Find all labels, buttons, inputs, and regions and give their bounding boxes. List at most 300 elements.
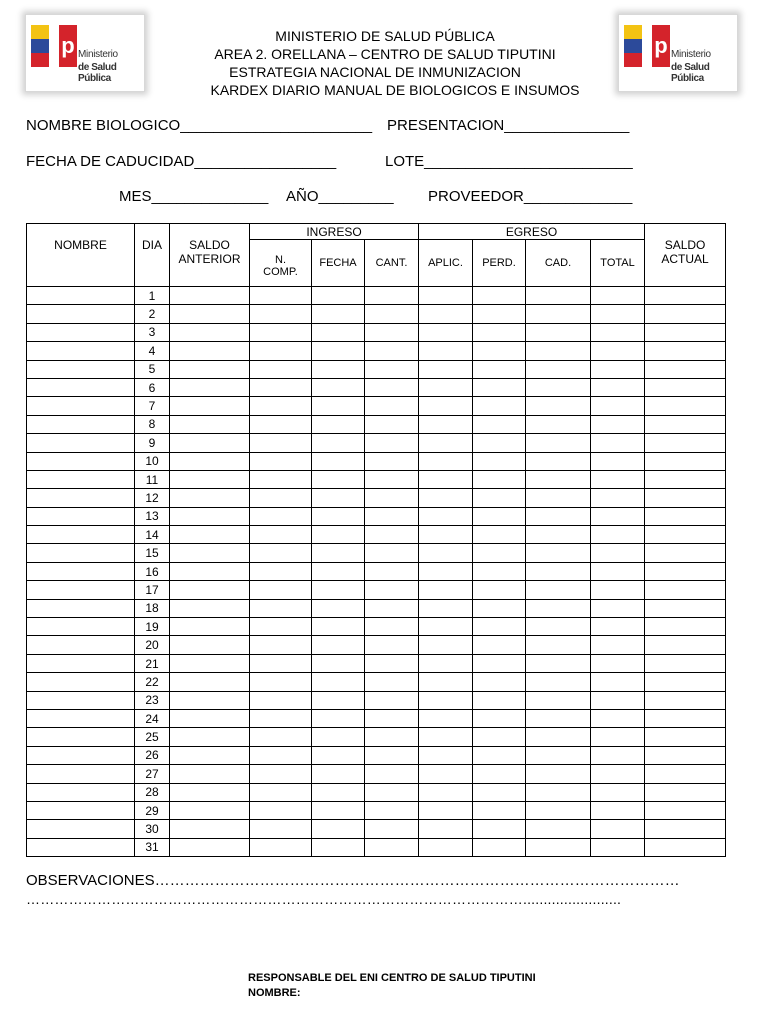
table-cell[interactable] <box>312 765 365 783</box>
table-cell[interactable] <box>419 397 473 415</box>
table-cell[interactable] <box>170 360 250 378</box>
table-cell[interactable] <box>591 581 645 599</box>
table-cell[interactable] <box>526 526 591 544</box>
table-cell[interactable] <box>365 691 419 709</box>
table-cell[interactable] <box>526 783 591 801</box>
table-cell[interactable] <box>27 323 135 341</box>
table-cell[interactable] <box>526 820 591 838</box>
table-cell[interactable] <box>473 507 526 525</box>
table-cell[interactable] <box>250 526 312 544</box>
table-cell[interactable] <box>591 544 645 562</box>
table-cell[interactable] <box>365 709 419 727</box>
table-cell[interactable] <box>365 618 419 636</box>
table-cell[interactable] <box>473 562 526 580</box>
table-cell[interactable] <box>419 415 473 433</box>
table-cell[interactable] <box>312 305 365 323</box>
table-cell[interactable] <box>365 636 419 654</box>
table-cell[interactable] <box>27 709 135 727</box>
table-cell[interactable] <box>27 581 135 599</box>
table-cell[interactable] <box>526 397 591 415</box>
table-cell[interactable] <box>419 378 473 396</box>
table-cell[interactable] <box>473 323 526 341</box>
table-cell[interactable] <box>591 820 645 838</box>
table-cell[interactable] <box>591 305 645 323</box>
table-cell[interactable] <box>170 415 250 433</box>
table-cell[interactable] <box>591 397 645 415</box>
table-cell[interactable] <box>645 581 726 599</box>
table-cell[interactable] <box>250 618 312 636</box>
table-cell[interactable] <box>645 397 726 415</box>
table-cell[interactable] <box>250 342 312 360</box>
table-cell[interactable] <box>645 434 726 452</box>
table-cell[interactable] <box>419 783 473 801</box>
table-cell[interactable] <box>419 360 473 378</box>
table-cell[interactable] <box>312 489 365 507</box>
table-cell[interactable] <box>312 709 365 727</box>
table-cell[interactable] <box>365 452 419 470</box>
table-cell[interactable] <box>250 654 312 672</box>
table-cell[interactable] <box>365 378 419 396</box>
table-cell[interactable] <box>27 378 135 396</box>
table-cell[interactable] <box>645 820 726 838</box>
table-cell[interactable] <box>419 709 473 727</box>
table-cell[interactable] <box>27 654 135 672</box>
table-cell[interactable] <box>27 636 135 654</box>
table-cell[interactable] <box>250 434 312 452</box>
table-cell[interactable] <box>473 434 526 452</box>
table-cell[interactable] <box>526 323 591 341</box>
field-mes[interactable]: MES______________ <box>119 188 269 205</box>
table-cell[interactable] <box>27 489 135 507</box>
table-cell[interactable] <box>526 415 591 433</box>
table-cell[interactable] <box>250 287 312 305</box>
table-cell[interactable] <box>27 397 135 415</box>
table-cell[interactable] <box>591 562 645 580</box>
table-cell[interactable] <box>645 691 726 709</box>
table-cell[interactable] <box>419 507 473 525</box>
table-cell[interactable] <box>526 305 591 323</box>
table-cell[interactable] <box>591 746 645 764</box>
table-cell[interactable] <box>645 562 726 580</box>
observaciones-line2[interactable]: ……………………………………………………………………………………………........................ <box>26 891 622 907</box>
table-cell[interactable] <box>312 378 365 396</box>
table-cell[interactable] <box>473 820 526 838</box>
table-cell[interactable] <box>645 838 726 856</box>
table-cell[interactable] <box>419 581 473 599</box>
table-cell[interactable] <box>645 526 726 544</box>
table-cell[interactable] <box>27 783 135 801</box>
table-cell[interactable] <box>250 452 312 470</box>
table-cell[interactable] <box>591 342 645 360</box>
table-cell[interactable] <box>312 323 365 341</box>
table-cell[interactable] <box>591 636 645 654</box>
table-cell[interactable] <box>526 507 591 525</box>
table-cell[interactable] <box>419 673 473 691</box>
table-cell[interactable] <box>473 636 526 654</box>
table-cell[interactable] <box>250 599 312 617</box>
table-cell[interactable] <box>419 544 473 562</box>
table-cell[interactable] <box>591 526 645 544</box>
table-cell[interactable] <box>526 599 591 617</box>
table-cell[interactable] <box>473 746 526 764</box>
table-cell[interactable] <box>312 507 365 525</box>
table-cell[interactable] <box>312 452 365 470</box>
table-cell[interactable] <box>526 287 591 305</box>
table-cell[interactable] <box>473 765 526 783</box>
table-cell[interactable] <box>419 526 473 544</box>
table-cell[interactable] <box>170 765 250 783</box>
table-cell[interactable] <box>526 673 591 691</box>
table-cell[interactable] <box>27 415 135 433</box>
table-cell[interactable] <box>27 746 135 764</box>
table-cell[interactable] <box>170 599 250 617</box>
table-cell[interactable] <box>170 526 250 544</box>
table-cell[interactable] <box>526 581 591 599</box>
table-cell[interactable] <box>591 415 645 433</box>
table-cell[interactable] <box>591 618 645 636</box>
table-cell[interactable] <box>365 526 419 544</box>
table-cell[interactable] <box>473 599 526 617</box>
table-cell[interactable] <box>27 801 135 819</box>
table-cell[interactable] <box>365 599 419 617</box>
table-cell[interactable] <box>645 489 726 507</box>
table-cell[interactable] <box>365 820 419 838</box>
table-cell[interactable] <box>419 654 473 672</box>
table-cell[interactable] <box>250 305 312 323</box>
table-cell[interactable] <box>473 728 526 746</box>
table-cell[interactable] <box>170 636 250 654</box>
table-cell[interactable] <box>419 820 473 838</box>
table-cell[interactable] <box>365 470 419 488</box>
table-cell[interactable] <box>312 544 365 562</box>
table-cell[interactable] <box>312 746 365 764</box>
table-cell[interactable] <box>473 838 526 856</box>
table-cell[interactable] <box>419 489 473 507</box>
table-cell[interactable] <box>312 360 365 378</box>
table-cell[interactable] <box>473 342 526 360</box>
table-cell[interactable] <box>591 765 645 783</box>
table-cell[interactable] <box>170 452 250 470</box>
table-cell[interactable] <box>250 765 312 783</box>
table-cell[interactable] <box>250 470 312 488</box>
table-cell[interactable] <box>591 801 645 819</box>
table-cell[interactable] <box>250 507 312 525</box>
table-cell[interactable] <box>473 287 526 305</box>
table-cell[interactable] <box>473 489 526 507</box>
table-cell[interactable] <box>419 691 473 709</box>
table-cell[interactable] <box>312 691 365 709</box>
table-cell[interactable] <box>591 654 645 672</box>
table-cell[interactable] <box>473 526 526 544</box>
table-cell[interactable] <box>312 397 365 415</box>
table-cell[interactable] <box>365 544 419 562</box>
table-cell[interactable] <box>170 397 250 415</box>
table-cell[interactable] <box>250 636 312 654</box>
table-cell[interactable] <box>365 323 419 341</box>
table-cell[interactable] <box>645 728 726 746</box>
table-cell[interactable] <box>250 820 312 838</box>
table-cell[interactable] <box>591 434 645 452</box>
table-cell[interactable] <box>645 323 726 341</box>
table-cell[interactable] <box>170 378 250 396</box>
table-cell[interactable] <box>473 397 526 415</box>
table-cell[interactable] <box>591 728 645 746</box>
table-cell[interactable] <box>473 470 526 488</box>
table-cell[interactable] <box>419 728 473 746</box>
table-cell[interactable] <box>473 415 526 433</box>
table-cell[interactable] <box>312 342 365 360</box>
table-cell[interactable] <box>473 801 526 819</box>
table-cell[interactable] <box>250 746 312 764</box>
table-cell[interactable] <box>312 728 365 746</box>
table-cell[interactable] <box>365 746 419 764</box>
table-cell[interactable] <box>365 581 419 599</box>
table-cell[interactable] <box>419 470 473 488</box>
table-cell[interactable] <box>170 838 250 856</box>
table-cell[interactable] <box>170 287 250 305</box>
table-cell[interactable] <box>365 783 419 801</box>
table-cell[interactable] <box>312 434 365 452</box>
table-cell[interactable] <box>526 838 591 856</box>
table-cell[interactable] <box>27 305 135 323</box>
table-cell[interactable] <box>419 305 473 323</box>
table-cell[interactable] <box>170 728 250 746</box>
table-cell[interactable] <box>312 562 365 580</box>
field-nombre-biologico[interactable]: NOMBRE BIOLOGICO_______________________ <box>26 117 373 134</box>
table-cell[interactable] <box>27 599 135 617</box>
table-cell[interactable] <box>526 636 591 654</box>
table-cell[interactable] <box>473 581 526 599</box>
table-cell[interactable] <box>419 342 473 360</box>
table-cell[interactable] <box>473 360 526 378</box>
table-cell[interactable] <box>591 838 645 856</box>
observaciones-field[interactable]: OBSERVACIONES…………………………………………………………………………………………… <box>26 872 680 889</box>
table-cell[interactable] <box>591 691 645 709</box>
table-cell[interactable] <box>526 618 591 636</box>
table-cell[interactable] <box>473 691 526 709</box>
table-cell[interactable] <box>473 378 526 396</box>
table-cell[interactable] <box>526 544 591 562</box>
field-lote[interactable]: LOTE_________________________ <box>385 153 633 170</box>
field-fecha-caducidad[interactable]: FECHA DE CADUCIDAD_________________ <box>26 153 337 170</box>
field-anio[interactable]: AÑO_________ <box>286 188 394 205</box>
table-cell[interactable] <box>591 323 645 341</box>
table-cell[interactable] <box>27 618 135 636</box>
table-cell[interactable] <box>591 783 645 801</box>
table-cell[interactable] <box>170 507 250 525</box>
table-cell[interactable] <box>250 709 312 727</box>
table-cell[interactable] <box>170 305 250 323</box>
table-cell[interactable] <box>170 489 250 507</box>
table-cell[interactable] <box>419 636 473 654</box>
table-cell[interactable] <box>312 526 365 544</box>
table-cell[interactable] <box>526 691 591 709</box>
table-cell[interactable] <box>645 801 726 819</box>
table-cell[interactable] <box>591 452 645 470</box>
table-cell[interactable] <box>365 507 419 525</box>
table-cell[interactable] <box>473 783 526 801</box>
table-cell[interactable] <box>365 305 419 323</box>
table-cell[interactable] <box>27 470 135 488</box>
table-cell[interactable] <box>645 618 726 636</box>
table-cell[interactable] <box>473 673 526 691</box>
table-cell[interactable] <box>365 489 419 507</box>
table-cell[interactable] <box>419 801 473 819</box>
table-cell[interactable] <box>312 801 365 819</box>
table-cell[interactable] <box>365 765 419 783</box>
table-cell[interactable] <box>170 562 250 580</box>
table-cell[interactable] <box>170 820 250 838</box>
table-cell[interactable] <box>645 342 726 360</box>
table-cell[interactable] <box>170 434 250 452</box>
table-cell[interactable] <box>526 470 591 488</box>
table-cell[interactable] <box>250 783 312 801</box>
table-cell[interactable] <box>645 654 726 672</box>
table-cell[interactable] <box>27 360 135 378</box>
table-cell[interactable] <box>170 323 250 341</box>
table-cell[interactable] <box>526 654 591 672</box>
table-cell[interactable] <box>591 489 645 507</box>
table-cell[interactable] <box>473 305 526 323</box>
table-cell[interactable] <box>645 360 726 378</box>
table-cell[interactable] <box>312 838 365 856</box>
table-cell[interactable] <box>27 526 135 544</box>
table-cell[interactable] <box>170 691 250 709</box>
table-cell[interactable] <box>170 470 250 488</box>
table-cell[interactable] <box>250 397 312 415</box>
table-cell[interactable] <box>170 654 250 672</box>
table-cell[interactable] <box>526 728 591 746</box>
table-cell[interactable] <box>645 599 726 617</box>
table-cell[interactable] <box>645 305 726 323</box>
table-cell[interactable] <box>526 801 591 819</box>
table-cell[interactable] <box>526 709 591 727</box>
table-cell[interactable] <box>27 434 135 452</box>
table-cell[interactable] <box>645 746 726 764</box>
table-cell[interactable] <box>365 415 419 433</box>
table-cell[interactable] <box>27 287 135 305</box>
table-cell[interactable] <box>27 820 135 838</box>
table-cell[interactable] <box>526 746 591 764</box>
table-cell[interactable] <box>645 452 726 470</box>
table-cell[interactable] <box>312 470 365 488</box>
table-cell[interactable] <box>526 378 591 396</box>
table-cell[interactable] <box>365 673 419 691</box>
table-cell[interactable] <box>365 287 419 305</box>
table-cell[interactable] <box>170 581 250 599</box>
table-cell[interactable] <box>27 765 135 783</box>
table-cell[interactable] <box>365 728 419 746</box>
field-proveedor[interactable]: PROVEEDOR_____________ <box>428 188 633 205</box>
table-cell[interactable] <box>250 544 312 562</box>
table-cell[interactable] <box>312 673 365 691</box>
table-cell[interactable] <box>250 415 312 433</box>
table-cell[interactable] <box>645 783 726 801</box>
table-cell[interactable] <box>473 452 526 470</box>
table-cell[interactable] <box>312 599 365 617</box>
table-cell[interactable] <box>365 360 419 378</box>
table-cell[interactable] <box>250 489 312 507</box>
table-cell[interactable] <box>591 360 645 378</box>
table-cell[interactable] <box>645 544 726 562</box>
table-cell[interactable] <box>645 507 726 525</box>
table-cell[interactable] <box>473 544 526 562</box>
table-cell[interactable] <box>645 470 726 488</box>
table-cell[interactable] <box>312 415 365 433</box>
table-cell[interactable] <box>526 765 591 783</box>
table-cell[interactable] <box>526 562 591 580</box>
table-cell[interactable] <box>312 820 365 838</box>
table-cell[interactable] <box>250 801 312 819</box>
table-cell[interactable] <box>250 323 312 341</box>
table-cell[interactable] <box>312 618 365 636</box>
table-cell[interactable] <box>591 287 645 305</box>
table-cell[interactable] <box>419 618 473 636</box>
table-cell[interactable] <box>645 378 726 396</box>
table-cell[interactable] <box>250 562 312 580</box>
table-cell[interactable] <box>645 636 726 654</box>
table-cell[interactable] <box>419 452 473 470</box>
table-cell[interactable] <box>27 342 135 360</box>
table-cell[interactable] <box>526 489 591 507</box>
table-cell[interactable] <box>170 342 250 360</box>
table-cell[interactable] <box>591 378 645 396</box>
table-cell[interactable] <box>365 397 419 415</box>
table-cell[interactable] <box>365 801 419 819</box>
table-cell[interactable] <box>419 287 473 305</box>
table-cell[interactable] <box>591 507 645 525</box>
table-cell[interactable] <box>365 434 419 452</box>
table-cell[interactable] <box>27 728 135 746</box>
table-cell[interactable] <box>250 360 312 378</box>
table-cell[interactable] <box>526 360 591 378</box>
table-cell[interactable] <box>645 415 726 433</box>
table-cell[interactable] <box>250 378 312 396</box>
table-cell[interactable] <box>473 618 526 636</box>
table-cell[interactable] <box>27 562 135 580</box>
table-cell[interactable] <box>27 507 135 525</box>
table-cell[interactable] <box>250 728 312 746</box>
table-cell[interactable] <box>591 709 645 727</box>
table-cell[interactable] <box>365 838 419 856</box>
table-cell[interactable] <box>526 452 591 470</box>
table-cell[interactable] <box>312 783 365 801</box>
table-cell[interactable] <box>170 709 250 727</box>
table-cell[interactable] <box>27 838 135 856</box>
table-cell[interactable] <box>365 654 419 672</box>
table-cell[interactable] <box>170 673 250 691</box>
table-cell[interactable] <box>250 691 312 709</box>
table-cell[interactable] <box>591 470 645 488</box>
table-cell[interactable] <box>526 342 591 360</box>
table-cell[interactable] <box>27 544 135 562</box>
table-cell[interactable] <box>365 342 419 360</box>
table-cell[interactable] <box>526 434 591 452</box>
table-cell[interactable] <box>170 746 250 764</box>
table-cell[interactable] <box>250 581 312 599</box>
table-cell[interactable] <box>312 654 365 672</box>
table-cell[interactable] <box>645 709 726 727</box>
table-cell[interactable] <box>312 581 365 599</box>
table-cell[interactable] <box>27 691 135 709</box>
table-cell[interactable] <box>645 287 726 305</box>
table-cell[interactable] <box>250 673 312 691</box>
table-cell[interactable] <box>419 599 473 617</box>
table-cell[interactable] <box>419 765 473 783</box>
table-cell[interactable] <box>312 287 365 305</box>
field-presentacion[interactable]: PRESENTACION_______________ <box>387 117 630 134</box>
table-cell[interactable] <box>170 618 250 636</box>
